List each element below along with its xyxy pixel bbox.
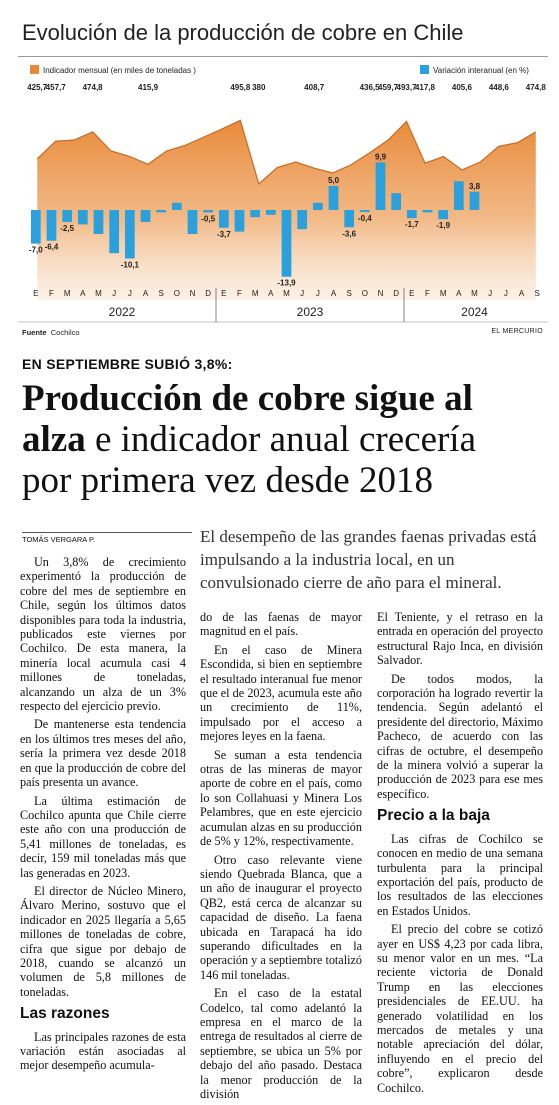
year-label: 2022: [108, 305, 136, 319]
yoy-bar: [62, 210, 72, 222]
article-column-1: [20, 555, 186, 1077]
monthly-data-label: 380: [252, 83, 266, 92]
month-tick-label: M: [95, 289, 102, 298]
article-kicker: EN SEPTIEMBRE SUBIÓ 3,8%:: [22, 356, 233, 372]
paragraph: do de las faenas de mayor magnitud en el país.: [200, 610, 362, 639]
month-tick-label: D: [393, 289, 400, 298]
month-tick-label: F: [49, 289, 54, 298]
chart-source: Fuente Cochilco: [22, 328, 80, 337]
paragraph: Las cifras de Cochilco se conocen en medio de una semana turbulenta para la principal exportación del país, producto de los resultados de las elecciones en Estados Unidos.: [377, 831, 543, 918]
yoy-bar: [172, 203, 182, 210]
yoy-bar: [329, 186, 339, 210]
yoy-bar: [94, 210, 104, 234]
yoy-bar: [391, 193, 401, 210]
yoy-data-label: -13,9: [277, 278, 296, 288]
yoy-bar: [438, 210, 448, 219]
yoy-bar: [344, 210, 354, 227]
yoy-data-label: -3,6: [342, 229, 357, 239]
yoy-bar: [109, 210, 119, 253]
monthly-data-label: 425,7: [27, 83, 48, 92]
paragraph: De mantenerse esta tendencia en los últimos tres meses del año, sería la primera vez desde 2018 en que la producción de cobre del país presenta un avance.: [20, 717, 186, 790]
monthly-data-label: 417,8: [414, 83, 435, 92]
month-tick-label: A: [456, 289, 462, 298]
yoy-bar: [219, 210, 229, 228]
subheading-precio: Precio a la baja: [377, 807, 490, 825]
month-tick-label: M: [283, 289, 290, 298]
article-deck: El desempeño de las grandes faenas privadas está impulsando a la industria local, en un convulsionado cierre de año para el mineral.: [200, 527, 537, 592]
paragraph: Un 3,8% de crecimiento experimentó la producción de cobre del mes de septiembre en Chile, según los últimos datos disponibles para toda la industria, publicados este viernes por Cochilco. De esta manera, la minería local acumula casi 4 millones de toneladas, alcanzando un alza de un 3% respecto del ejercicio previo.: [20, 555, 186, 714]
yoy-data-label: 3,8: [468, 181, 481, 191]
month-tick-label: M: [439, 289, 447, 298]
month-tick-label: S: [534, 289, 540, 298]
paragraph: En el caso de Minera Escondida, si bien en septiembre el resultado interanual fue menor que el de 2023, acumula este año un crecimiento de 11%, impulsado por el acceso a mejores leyes en la faena.: [200, 642, 362, 744]
yoy-data-label: -0,4: [357, 213, 372, 223]
month-tick-label: E: [221, 289, 227, 298]
yoy-bar: [376, 162, 386, 210]
yoy-bar: [141, 210, 151, 222]
month-tick-label: M: [63, 289, 71, 298]
month-tick-label: N: [377, 289, 384, 298]
yoy-bar: [454, 181, 464, 210]
yoy-bar: [31, 210, 41, 244]
yoy-bar: [188, 210, 198, 234]
paragraph: El precio del cobre se cotizó ayer en US$ 4,23 por cada libra, su menor valor en un mes. “La reciente victoria de Donald Trump en las elecciones presidenciales de EE.UU. ha generado volatilidad en los mercados de metales y una notable apreciación del dólar, influyendo en el precio del cobre”, explicaron desde Cochilco.: [377, 922, 543, 1095]
month-tick-label: M: [471, 289, 478, 298]
month-tick-label: O: [361, 289, 368, 298]
paragraph: El Teniente, y el retraso en la entrada en operación del proyecto estructural Rajo Inca, en división Salvador.: [377, 610, 543, 668]
month-tick-label: N: [189, 289, 196, 298]
paragraph: De todos modos, la corporación ha logrado revertir la tendencia. Según adelantó el presidente del directorio, Máximo Pacheco, de acuerdo con las cifras de octubre, el desempeño de la minera volvió a superar la producción de 2023 para ese mes específico.: [377, 671, 543, 801]
yoy-bar: [203, 210, 213, 212]
yoy-data-label: -6,4: [44, 242, 59, 252]
month-tick-label: E: [409, 289, 415, 298]
copper-production-chart: [0, 60, 559, 325]
month-tick-label: A: [142, 289, 149, 298]
month-tick-label: A: [268, 289, 274, 298]
yoy-bar: [156, 210, 166, 212]
monthly-data-label: 459,7: [378, 83, 399, 92]
month-tick-label: J: [112, 289, 117, 298]
yoy-data-label: -1,7: [404, 220, 419, 230]
publisher-credit: EL MERCURIO: [491, 328, 543, 335]
yoy-bar: [423, 210, 433, 212]
monthly-data-label: 474,8: [82, 83, 103, 92]
month-tick-label: A: [518, 289, 525, 298]
month-tick-label: J: [315, 289, 320, 298]
yoy-data-label: -7,0: [28, 245, 43, 255]
yoy-data-label: -0,5: [201, 214, 216, 224]
year-label: 2024: [461, 305, 488, 319]
yoy-bar: [47, 210, 57, 241]
subheading-razones: Las razones: [20, 1005, 110, 1023]
paragraph: Se suman a esta tendencia otras de las mineras de mayor aporte de cobre en el país, como lo son Collahuasi y Minera Los Pelambres, que en este ejercicio acumulan alzas en su producción de 5% y 12%, respectivamente.: [200, 747, 362, 849]
paragraph: Otro caso relevante viene siendo Quebrada Blanca, que a un año de inaugurar el proyecto QB2, está cerca de alcanzar su capacidad de diseño. La faena ubicada en Tarapacá ha ido superando dificultades en la operación y a septiembre totalizó 146 mil toneladas.: [200, 852, 362, 982]
chart-title: Evolución de la producción de cobre en Chile: [22, 20, 464, 45]
yoy-bar: [125, 210, 135, 258]
paragraph: En el caso de la estatal Codelco, tal como adelantó la empresa en el marco de la entrega de resultados al cierre de septiembre, se ubica un 5% por debajo del año pasado. Destaca la menor producción de la división: [200, 986, 362, 1101]
monthly-data-label: 405,6: [451, 83, 472, 92]
yoy-data-label: -1,9: [436, 221, 451, 231]
yoy-bar: [360, 210, 370, 212]
monthly-data-label: 408,7: [304, 83, 325, 92]
legend-label-yoy: Variación interanual (en %): [433, 66, 529, 75]
yoy-bar: [297, 210, 307, 229]
yoy-data-label: -3,7: [216, 229, 231, 239]
article-headline: Producción de cobre sigue al alza e indicador anual crecería por primera vez desde 2018: [22, 378, 477, 501]
month-tick-label: S: [346, 289, 352, 298]
yoy-bar: [313, 203, 323, 210]
yoy-bar: [282, 210, 292, 277]
month-tick-label: F: [425, 289, 430, 298]
yoy-bar: [250, 210, 260, 217]
monthly-data-label: 457,7: [45, 83, 66, 92]
yoy-bar: [407, 210, 417, 218]
month-tick-label: M: [251, 289, 259, 298]
month-tick-label: S: [158, 289, 164, 298]
month-tick-label: A: [80, 289, 86, 298]
month-tick-label: O: [173, 289, 180, 298]
yoy-data-label: -2,5: [60, 224, 75, 233]
article-column-3: [377, 610, 543, 1099]
month-tick-label: J: [488, 289, 493, 298]
byline: TOMÁS VERGARA P.: [22, 532, 192, 544]
month-tick-label: D: [205, 289, 212, 298]
monthly-data-label: 474,8: [525, 83, 546, 92]
month-tick-label: F: [237, 289, 242, 298]
paragraph: Las principales razones de esta variación están asociadas al mejor desempeño acumula-: [20, 1029, 186, 1073]
yoy-data-label: 5,0: [327, 176, 340, 185]
monthly-data-label: 415,9: [138, 83, 159, 92]
month-tick-label: J: [503, 289, 508, 298]
article-column-2: [200, 610, 362, 1105]
year-label: 2023: [296, 305, 324, 319]
legend-swatch-monthly: [30, 65, 39, 74]
yoy-bar: [235, 210, 245, 232]
month-tick-label: J: [127, 289, 132, 298]
paragraph: El director de Núcleo Minero, Álvaro Merino, sostuvo que el indicador en 2025 llegaría a 5,65 millones de toneladas de cobre, cifra que sigue por debajo de 2018, cuando se alcanzó un volumen de 5,8 millones de toneladas.: [20, 883, 186, 999]
monthly-data-label: 495,8: [230, 83, 251, 92]
yoy-data-label: -10,1: [120, 260, 139, 270]
yoy-bar: [78, 210, 88, 224]
monthly-data-label: 448,6: [488, 83, 509, 92]
paragraph: La última estimación de Cochilco apunta que Chile cierre este año con una producción de 5,41 millones de toneladas, es decir, 159 mil toneladas más que las generadas en 2023.: [20, 793, 186, 880]
yoy-bar: [266, 210, 276, 215]
legend-swatch-yoy: [420, 65, 429, 74]
legend-label-monthly: Indicador mensual (en miles de toneladas ): [43, 66, 196, 75]
yoy-data-label: 9,9: [374, 152, 387, 162]
yoy-bar: [470, 192, 480, 210]
monthly-data-label: 436,5: [359, 83, 380, 92]
monthly-data-label: 493,7: [396, 83, 417, 92]
month-tick-label: E: [33, 289, 39, 298]
month-tick-label: A: [330, 289, 337, 298]
divider: [18, 56, 548, 57]
month-tick-label: J: [300, 289, 305, 298]
